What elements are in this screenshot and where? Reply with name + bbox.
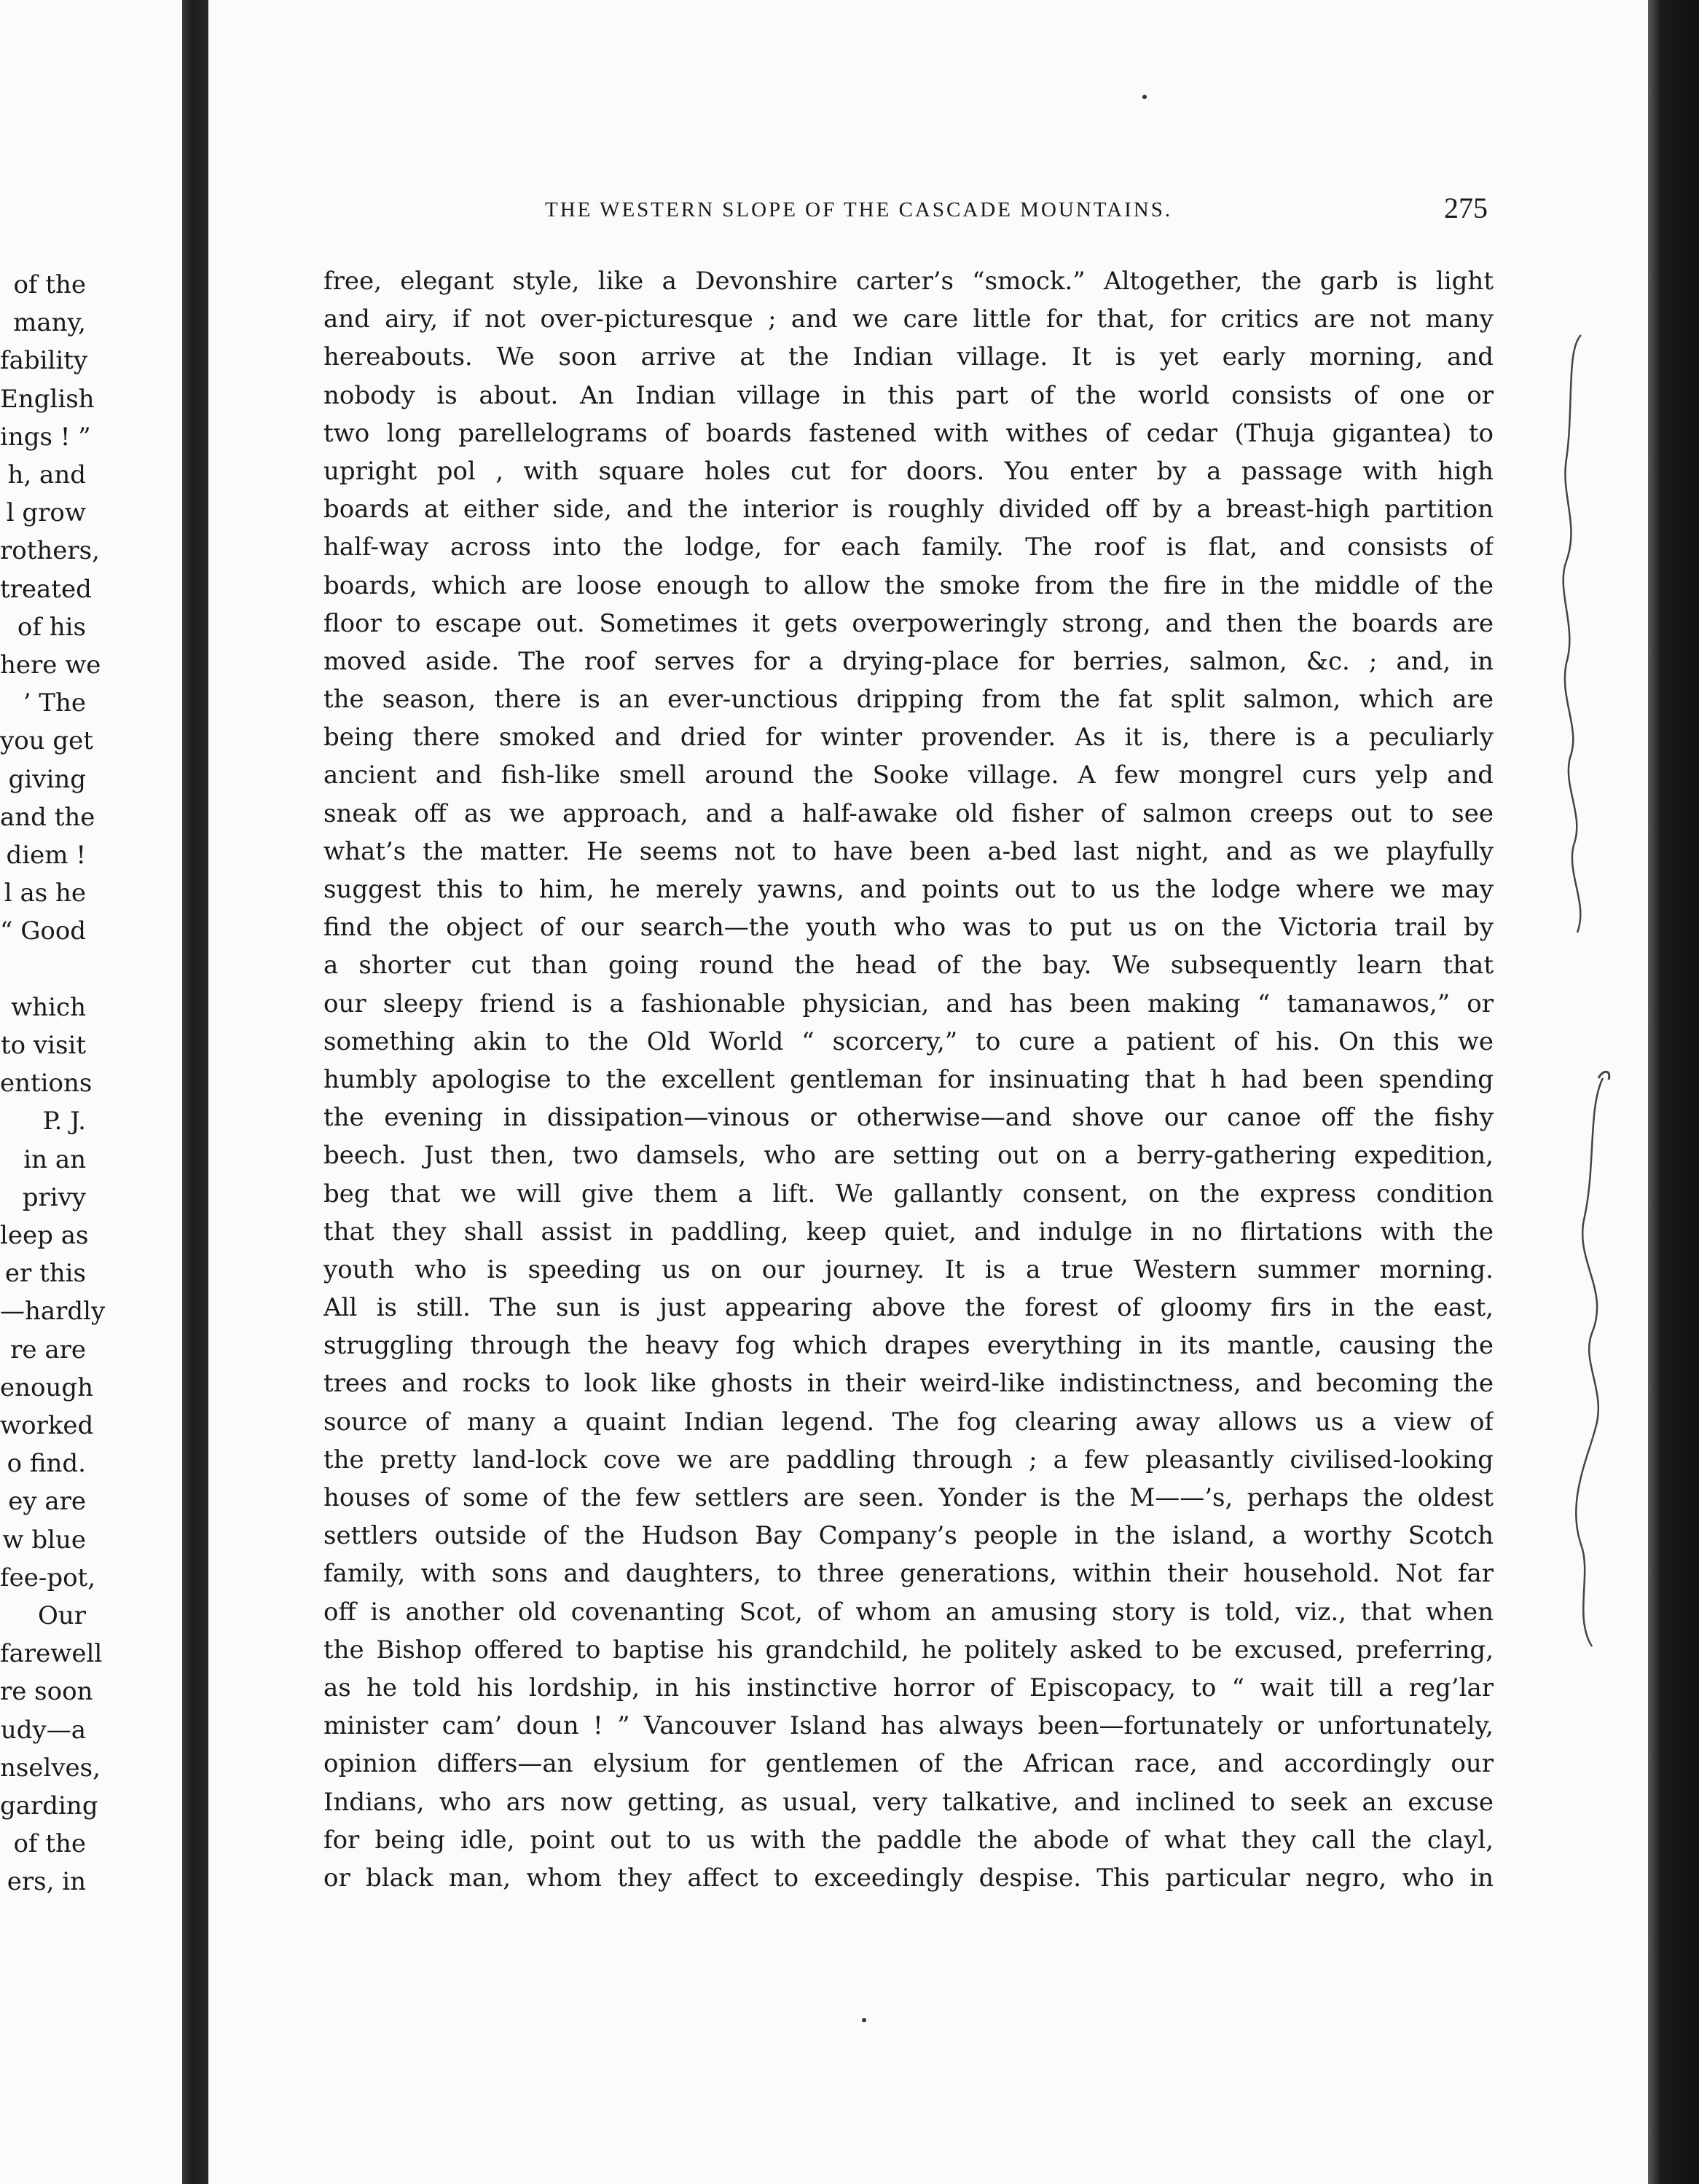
facing-page-line: o find. xyxy=(7,1449,86,1479)
facing-page-line: ers, in xyxy=(7,1867,86,1897)
facing-page-line: nselves, xyxy=(0,1753,101,1783)
book-gutter xyxy=(182,0,208,2184)
text-line: All is still. The sun is just appearing above the forest of gloomy firs in the east, xyxy=(323,1293,1494,1323)
pencil-margin-marks xyxy=(1523,321,1632,1705)
facing-page-line: —hardly xyxy=(0,1297,106,1327)
facing-page-line: to visit xyxy=(0,1031,86,1060)
text-line: the pretty land-lock cove we are paddling through ; a few pleasantly civilised-looking xyxy=(323,1445,1494,1474)
text-line: ancient and fish-like smell around the Sooke village. A few mongrel curs yelp and xyxy=(323,761,1494,790)
facing-page-line: garding xyxy=(0,1791,98,1820)
facing-page-line: of the xyxy=(13,270,86,299)
facing-page-line: and the xyxy=(0,802,95,832)
text-line: moved aside. The roof serves for a drying-place for berries, salmon, &c. ; and, in xyxy=(323,646,1494,676)
facing-page-line: h, and xyxy=(7,460,86,490)
margin-squiggle-lower xyxy=(1576,1078,1603,1646)
text-line: beech. Just then, two damsels, who are setting out on a berry-gathering expedition, xyxy=(323,1141,1494,1171)
facing-page-line: privy xyxy=(22,1182,86,1212)
page-edge-shadow xyxy=(1648,0,1699,2184)
text-line: opinion differs—an elysium for gentlemen of the African race, and accordingly our xyxy=(323,1749,1494,1779)
text-line: youth who is speeding us on our journey. It is a true Western summer morning. xyxy=(323,1254,1494,1284)
facing-page-line xyxy=(0,951,86,989)
facing-page-line: fability xyxy=(0,346,88,376)
text-line: minister cam’ doun ! ” Vancouver Island has always been—fortunately or unfortunately, xyxy=(323,1711,1494,1741)
facing-page-line: ings ! ” xyxy=(0,422,91,452)
text-line: find the object of our search—the youth who was to put us on the Victoria trail by xyxy=(323,913,1494,943)
page-number: 275 xyxy=(1444,192,1488,224)
text-line: trees and rocks to look like ghosts in their weird-like indistinctness, and becoming the xyxy=(323,1369,1494,1399)
text-line: that they shall assist in paddling, keep quiet, and indulge in no flirtations with the xyxy=(323,1217,1494,1246)
text-line: what’s the matter. He seems not to have been a-bed last night, and as we playfully xyxy=(323,836,1494,866)
facing-page-line: in an xyxy=(23,1144,86,1174)
text-line: beg that we will give them a lift. We gallantly consent, on the express condition xyxy=(323,1179,1494,1209)
facing-page-line: farewell xyxy=(0,1639,103,1669)
facing-page-line: Our xyxy=(37,1601,86,1630)
facing-page-line: entions xyxy=(0,1069,93,1099)
text-line: and airy, if not over-picturesque ; and we care little for that, for critics are not many xyxy=(323,305,1494,334)
text-line: boards, which are loose enough to allow the smoke from the fire in the middle of the xyxy=(323,570,1494,600)
text-line: off is another old covenanting Scot, of whom an amusing story is told, viz., that when xyxy=(323,1597,1494,1627)
text-line: as he told his lordship, in his instinctive horror of Episcopacy, to “ wait till a reg’lar xyxy=(323,1673,1494,1702)
text-line: houses of some of the few settlers are seen. Yonder is the M——’s, perhaps the oldest xyxy=(323,1483,1494,1512)
text-line: Indians, who ars now getting, as usual, very talkative, and inclined to seek an excuse xyxy=(323,1787,1494,1817)
text-line: something akin to the Old World “ scorcery,” to cure a patient of his. On this we xyxy=(323,1026,1494,1056)
text-line: boards at either side, and the interior is roughly divided off by a breast-high partition xyxy=(323,495,1494,525)
text-line: upright pol , with square holes cut for doors. You enter by a passage with high xyxy=(323,456,1494,486)
text-line: our sleepy friend is a fashionable physician, and has been making “ tamanawos,” or xyxy=(323,989,1494,1018)
text-line: free, elegant style, like a Devonshire carter’s “smock.” Altogether, the garb is light xyxy=(323,267,1494,296)
facing-page-line: udy—a xyxy=(0,1715,86,1745)
text-line: or black man, whom they affect to exceedingly despise. This particular negro, who in xyxy=(323,1863,1494,1893)
facing-page-line: w blue xyxy=(2,1525,86,1555)
facing-page-line: re are xyxy=(10,1335,86,1364)
facing-page-line: rothers, xyxy=(0,536,100,566)
text-line: two long parellelograms of boards fastened with withes of cedar (Thuja gigantea) to xyxy=(323,418,1494,448)
facing-page-line: of his xyxy=(17,612,86,642)
text-line: half-way across into the lodge, for each family. The roof is flat, and consists of xyxy=(323,533,1494,562)
text-line: the season, there is an ever-unctious dripping from the fat split salmon, which are xyxy=(323,685,1494,715)
facing-page-line: ’ The xyxy=(23,688,86,718)
text-line: source of many a quaint Indian legend. The fog clearing away allows us a view of xyxy=(323,1407,1494,1437)
text-line: struggling through the heavy fog which drapes everything in its mantle, causing the xyxy=(323,1331,1494,1361)
text-line: family, with sons and daughters, to three generations, within their household. Not far xyxy=(323,1559,1494,1589)
facing-page-line: which xyxy=(11,992,86,1022)
facing-page-fragment xyxy=(0,0,182,2184)
facing-page-line: ey are xyxy=(8,1487,86,1517)
facing-page-line: er this xyxy=(4,1259,86,1289)
facing-page-line: enough xyxy=(0,1372,94,1402)
body-text xyxy=(323,262,1494,1897)
facing-page-line: fee-pot, xyxy=(0,1563,96,1592)
margin-hook-lower xyxy=(1598,1072,1609,1080)
text-line: the evening in dissipation—vinous or otherwise—and shove our canoe off the fishy xyxy=(323,1103,1494,1133)
text-line: floor to escape out. Sometimes it gets overpoweringly strong, and then the boards are xyxy=(323,608,1494,638)
facing-page-line: many, xyxy=(13,308,86,338)
facing-page-line: re soon xyxy=(0,1677,93,1707)
text-line: nobody is about. An Indian village in this part of the world consists of one or xyxy=(323,380,1494,410)
facing-page-line: diem ! xyxy=(6,841,86,870)
text-line: for being idle, point out to us with the paddle the abode of what they call the clayl, xyxy=(323,1825,1494,1855)
facing-page-line: “ Good xyxy=(0,916,87,946)
text-line: settlers outside of the Hudson Bay Company’s people in the island, a worthy Scotch xyxy=(323,1521,1494,1551)
margin-squiggle-upper xyxy=(1563,335,1581,932)
text-line: a shorter cut than going round the head of the bay. We subsequently learn that xyxy=(323,951,1494,981)
text-line: suggest this to him, he merely yawns, and points out to us the lodge where we may xyxy=(323,875,1494,904)
text-line: being there smoked and dried for winter provender. As it is, there is a peculiarly xyxy=(323,723,1494,753)
text-line: hereabouts. We soon arrive at the Indian village. It is yet early morning, and xyxy=(323,342,1494,372)
facing-page-line: of the xyxy=(13,1829,86,1859)
facing-page-line: giving xyxy=(8,764,86,794)
text-line: sneak off as we approach, and a half-awake old fisher of salmon creeps out to see xyxy=(323,798,1494,828)
facing-page-line: worked xyxy=(0,1411,94,1440)
facing-page-line: P. J. xyxy=(42,1107,86,1136)
facing-page-line: English xyxy=(0,384,95,414)
facing-page-line: you get xyxy=(0,726,93,756)
speck xyxy=(862,2018,866,2022)
facing-page-line: leep as xyxy=(0,1221,89,1250)
text-line: the Bishop offered to baptise his grandchild, he politely asked to be excused, preferring, xyxy=(323,1635,1494,1665)
facing-page-line: treated xyxy=(0,574,92,604)
text-line: humbly apologise to the excellent gentleman for insinuating that h had been spending xyxy=(323,1064,1494,1094)
running-title: THE WESTERN SLOPE OF THE CASCADE MOUNTAINS. xyxy=(545,198,1173,221)
facing-page-line: l grow xyxy=(6,498,86,528)
facing-page-line: here we xyxy=(0,651,101,680)
speck xyxy=(1142,95,1147,99)
facing-page-line: l as he xyxy=(4,879,86,908)
